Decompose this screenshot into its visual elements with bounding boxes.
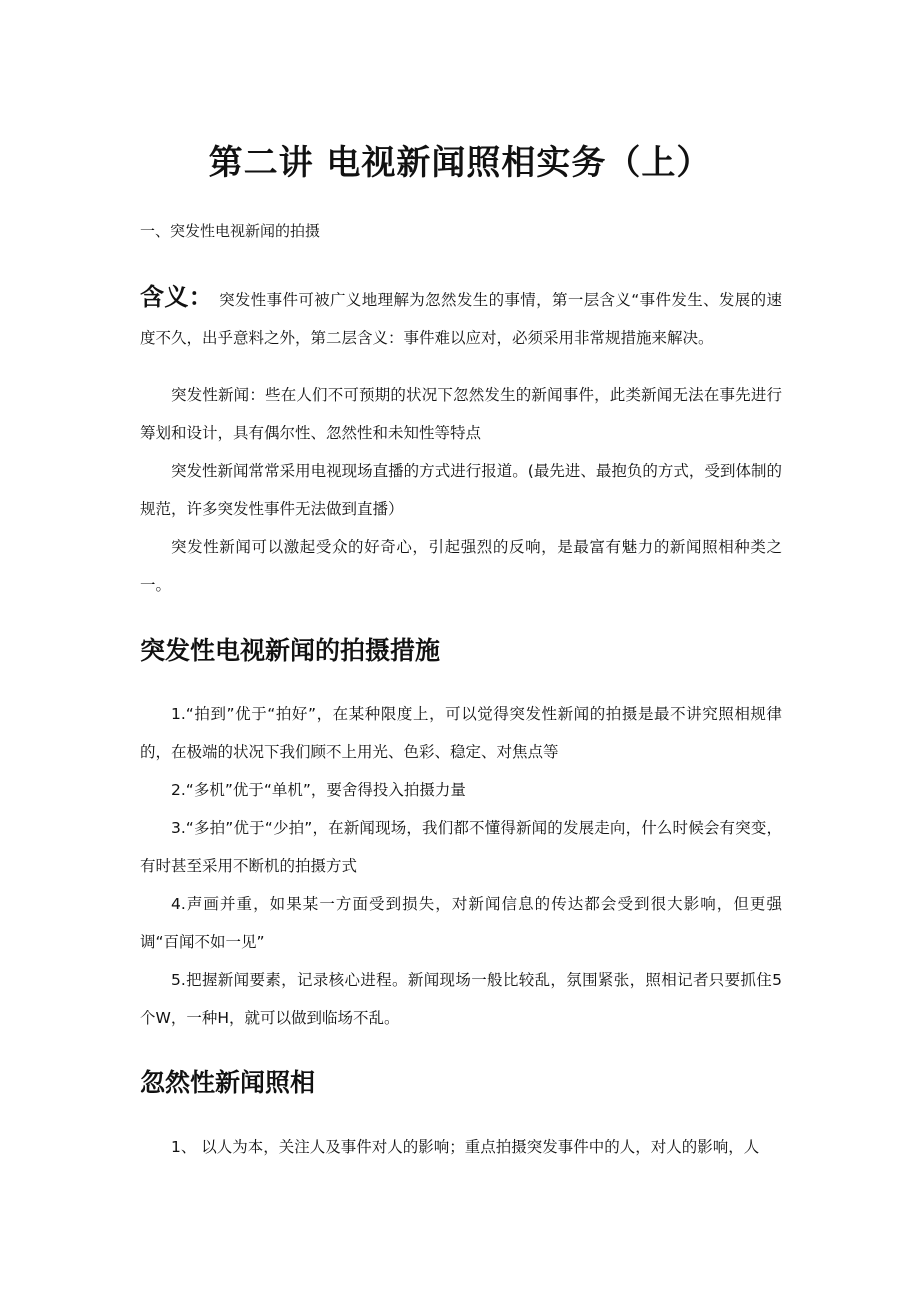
section-heading-measures: 突发性电视新闻的拍摄措施 <box>140 636 441 665</box>
measure-item: 5.把握新闻要素，记录核心进程。新闻现场一般比较乱，氛围紧张，照相记者只要抓住5个W，一种H，就可以做到临场不乱。 <box>140 971 782 1027</box>
measure-item: 2.“多机”优于“单机”，要舍得投入拍摄力量 <box>171 781 466 799</box>
list-item: 1、 以人为本，关注人及事件对人的影响；重点拍摄突发事件中的人，对人的影响，人 <box>171 1138 760 1156</box>
intro-paragraph: 突发性新闻可以激起受众的好奇心，引起强烈的反响，是最富有魅力的新闻照相种类之一。 <box>140 538 782 594</box>
intro-paragraph: 突发性新闻常常采用电视现场直播的方式进行报道。(最先进、最抱负的方式，受到体制的规范，许多突发性事件无法做到直播） <box>140 462 782 518</box>
measure-item: 1.“拍到”优于“拍好”，在某种限度上，可以觉得突发性新闻的拍摄是最不讲究照相规律的，在极端的状况下我们顾不上用光、色彩、稳定、对焦点等 <box>140 705 782 761</box>
section-heading-sudden-news: 忽然性新闻照相 <box>140 1068 316 1097</box>
measure-item: 3.“多拍”优于“少拍”，在新闻现场，我们都不懂得新闻的发展走向，什么时候会有突变，有时甚至采用不断机的拍摄方式 <box>140 819 782 875</box>
section-label: 一、突发性电视新闻的拍摄 <box>140 222 321 240</box>
measure-item: 4.声画并重，如果某一方面受到损失，对新闻信息的传达都会受到很大影响，但更强调“百闻不如一见” <box>140 895 782 951</box>
definition-paragraph <box>140 278 782 357</box>
page-title: 第二讲 电视新闻照相实务（上） <box>208 143 712 183</box>
intro-paragraph: 突发性新闻：些在人们不可预期的状况下忽然发生的新闻事件，此类新闻无法在事先进行筹划和设计，具有偶尔性、忽然性和未知性等特点 <box>140 386 782 442</box>
definition-text: 突发性事件可被广义地理解为忽然发生的事情，第一层含义“事件发生、发展的速度不久，出乎意料之外，第二层含义：事件难以应对，必须采用非常规措施来解决。 <box>140 291 782 347</box>
definition-term: 含义： <box>140 283 214 311</box>
